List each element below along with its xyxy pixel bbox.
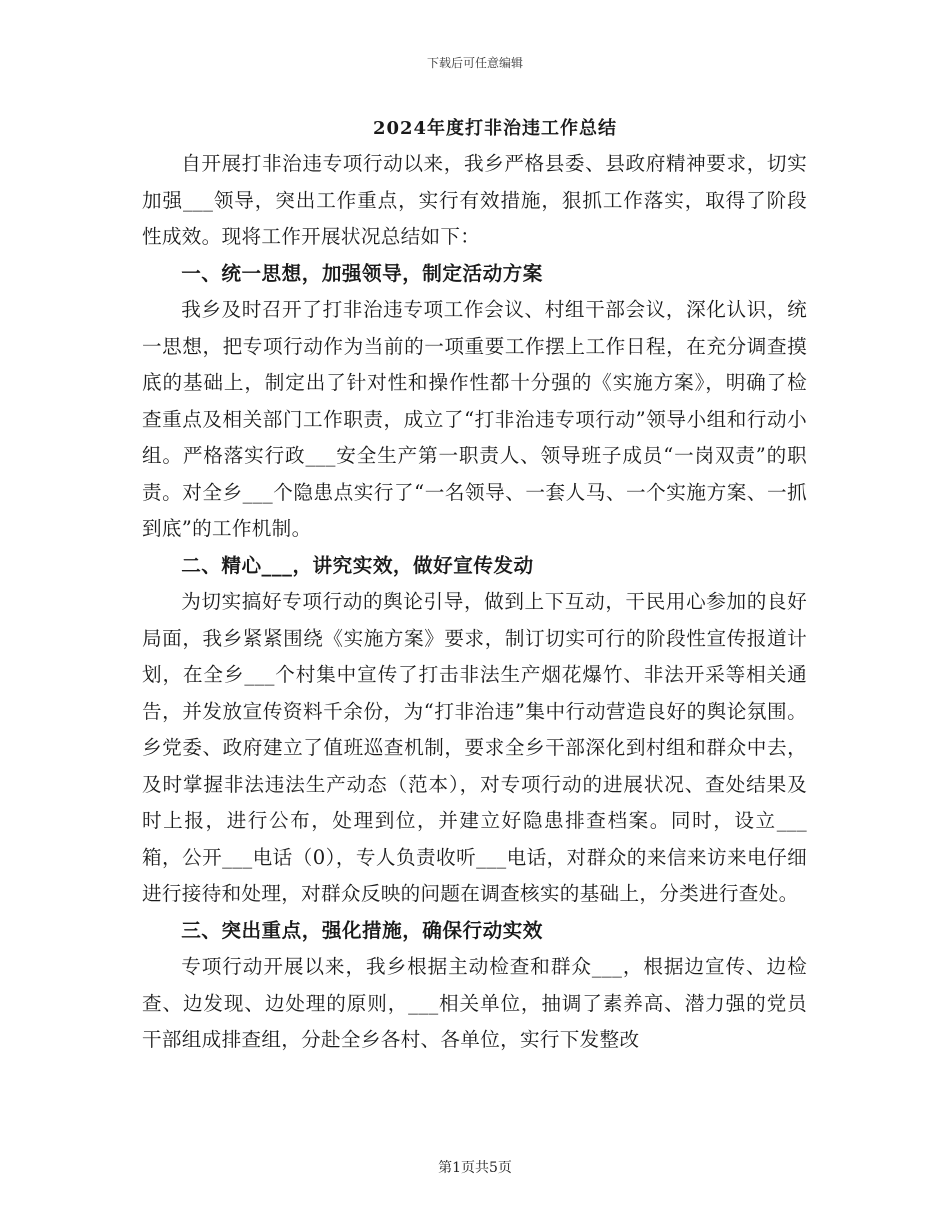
- document-body: [142, 146, 807, 1059]
- section-heading-1: 一、统一思想，加强领导，制定活动方案: [181, 261, 543, 285]
- paragraph-section-1: 我乡及时召开了打非治违专项工作会议、村组干部会议，深化认识，统一思想，把专项行动作为当前的一项重要工作摆上工作日程，在充分调查摸底的基础上，制定出了针对性和操作性都十分强的《实施方案》，明确了检查重点及相关部门工作职责，成立了“打非治违专项行动”领导小组和行动小组。严格落实行政___安全生产第一职责人、领导班子成员“一岗双责”的职责。对全乡___个隐患点实行了“一名领导、一套人马、一个实施方案、一抓到底”的工作机制。: [142, 298, 807, 540]
- document-title: 2024年度打非治违工作总结: [372, 118, 618, 139]
- section-heading-2: 二、精心___，讲究实效，做好宣传发动: [181, 553, 534, 577]
- paragraph-intro: 自开展打非治违专项行动以来，我乡严格县委、县政府精神要求，切实加强___领导，突出工作重点，实行有效措施，狠抓工作落实，取得了阶段性成效。现将工作开展状况总结如下：: [142, 152, 807, 248]
- page-number: 第1页共5页: [438, 1160, 512, 1176]
- header-note: 下载后可任意编辑: [426, 56, 523, 70]
- section-heading-3: 三、突出重点，强化措施，确保行动实效: [181, 918, 543, 942]
- paragraph-section-2: 为切实搞好专项行动的舆论引导，做到上下互动，干民用心参加的良好局面，我乡紧紧围绕《实施方案》要求，制订切实可行的阶段性宣传报道计划，在全乡___个村集中宣传了打击非法生产烟花爆竹、非法开采等相关通告，并发放宣传资料千余份，为“打非治违”集中行动营造良好的舆论氛围。乡党委、政府建立了值班巡查机制，要求全乡干部深化到村组和群众中去，及时掌握非法违法生产动态（范本），对专项行动的进展状况、查处结果及时上报，进行公布，处理到位，并建立好隐患排查档案。同时，设立___箱，公开___电话（0），专人负责收听___电话，对群众的来信来访来电仔细进行接待和处理，对群众反映的问题在调查核实的基础上，分类进行查处。: [142, 590, 807, 905]
- paragraph-section-3: 专项行动开展以来，我乡根据主动检查和群众___，根据边宣传、边检查、边发现、边处理的原则，___相关单位，抽调了素养高、潜力强的党员干部组成排查组，分赴全乡各村、各单位，实行下发整改: [142, 955, 807, 1051]
